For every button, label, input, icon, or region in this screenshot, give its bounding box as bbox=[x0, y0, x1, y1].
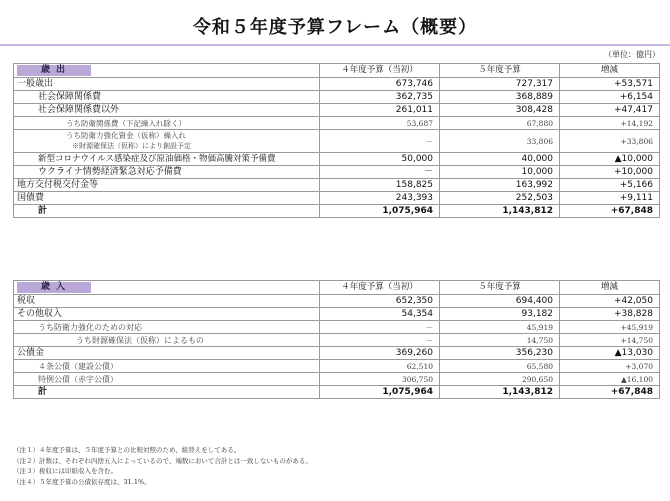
row-label: 社会保障関係費以外 bbox=[14, 104, 320, 117]
col-change: 増減 bbox=[560, 281, 660, 295]
change-value: ▲10,000 bbox=[560, 153, 660, 166]
change-value: ▲16,100 bbox=[560, 373, 660, 386]
revenue-tag-cell bbox=[14, 281, 320, 295]
change-value: +3,070 bbox=[560, 360, 660, 373]
page-title: 令和５年度予算フレーム（概要） bbox=[192, 17, 478, 38]
table-row bbox=[14, 117, 660, 130]
col-fy4-budget: ４年度予算（当初） bbox=[320, 64, 440, 78]
col-change: 増減 bbox=[560, 64, 660, 78]
fy4-value: － bbox=[320, 166, 440, 179]
fy5-value: 33,806 bbox=[440, 130, 560, 153]
row-label-main: うち防衛力強化資金（仮称）繰入れ bbox=[66, 131, 186, 140]
fy5-value: 10,000 bbox=[440, 166, 560, 179]
fy4-value: 54,354 bbox=[320, 308, 440, 321]
revenue-tag: 歳入 bbox=[17, 282, 91, 293]
fy4-value: 158,825 bbox=[320, 179, 440, 192]
fy4-total: 1,075,964 bbox=[320, 205, 440, 218]
footnotes bbox=[13, 445, 312, 487]
total-row bbox=[14, 205, 660, 218]
fy4-value: 62,510 bbox=[320, 360, 440, 373]
fy5-value: 65,580 bbox=[440, 360, 560, 373]
col-fy5-budget: ５年度予算 bbox=[440, 281, 560, 295]
footnote: （注４）５年度予算の公債依存度は、31.1%。 bbox=[13, 477, 151, 486]
footnote: （注１）４年度予算は、５年度予算との比較対照のため、組替えをしてある。 bbox=[13, 446, 241, 454]
expenditure-header-row bbox=[14, 64, 660, 78]
change-value: +14,750 bbox=[560, 334, 660, 347]
table-row bbox=[14, 91, 660, 104]
fy5-value: 727,317 bbox=[440, 78, 560, 91]
fy4-value: 362,735 bbox=[320, 91, 440, 104]
change-value: +5,166 bbox=[560, 179, 660, 192]
expenditure-tag-cell bbox=[14, 64, 320, 78]
revenue-header-row bbox=[14, 281, 660, 295]
row-label bbox=[14, 130, 320, 153]
fy5-value: 356,230 bbox=[440, 347, 560, 360]
fy5-value: 368,889 bbox=[440, 91, 560, 104]
fy4-value: － bbox=[320, 321, 440, 334]
table-row bbox=[14, 373, 660, 386]
total-row bbox=[14, 386, 660, 399]
unit-label: （単位：億円） bbox=[604, 50, 660, 59]
fy4-value: 673,746 bbox=[320, 78, 440, 91]
change-value: +47,417 bbox=[560, 104, 660, 117]
table-row bbox=[14, 334, 660, 347]
fy4-total: 1,075,964 bbox=[320, 386, 440, 399]
change-total: +67,848 bbox=[560, 205, 660, 218]
table-row bbox=[14, 104, 660, 117]
table-row bbox=[14, 166, 660, 179]
fy4-value: － bbox=[320, 130, 440, 153]
row-label: ウクライナ情勢経済緊急対応予備費 bbox=[14, 166, 320, 179]
change-value: +10,000 bbox=[560, 166, 660, 179]
fy4-value: 306,750 bbox=[320, 373, 440, 386]
footnote: （注２）計数は、それぞれ四捨五入によっているので、端数において合計とは一致しないものがある。 bbox=[13, 456, 312, 465]
fy4-value: 53,687 bbox=[320, 117, 440, 130]
fy5-value: 14,750 bbox=[440, 334, 560, 347]
table-row bbox=[14, 347, 660, 360]
change-value: +53,571 bbox=[560, 78, 660, 91]
row-label: 社会保障関係費 bbox=[14, 91, 320, 104]
fy5-total: 1,143,812 bbox=[440, 205, 560, 218]
row-label: ４条公債（建設公債） bbox=[14, 360, 320, 373]
total-label: 計 bbox=[14, 386, 320, 399]
fy5-value: 290,650 bbox=[440, 373, 560, 386]
fy4-value: 50,000 bbox=[320, 153, 440, 166]
revenue-table bbox=[13, 280, 660, 399]
change-value: +42,050 bbox=[560, 295, 660, 308]
fy5-value: 308,428 bbox=[440, 104, 560, 117]
change-total: +67,848 bbox=[560, 386, 660, 399]
row-label: 公債金 bbox=[14, 347, 320, 360]
fy5-value: 45,919 bbox=[440, 321, 560, 334]
fy4-value: 369,260 bbox=[320, 347, 440, 360]
title-underline bbox=[0, 44, 670, 46]
row-label: 地方交付税交付金等 bbox=[14, 179, 320, 192]
fy5-value: 40,000 bbox=[440, 153, 560, 166]
change-value: +45,919 bbox=[560, 321, 660, 334]
expenditure-tag: 歳出 bbox=[17, 65, 91, 76]
change-value: +14,192 bbox=[560, 117, 660, 130]
change-value: +33,806 bbox=[560, 130, 660, 153]
table-row bbox=[14, 192, 660, 205]
table-row bbox=[14, 153, 660, 166]
fy4-value: 652,350 bbox=[320, 295, 440, 308]
change-value: +9,111 bbox=[560, 192, 660, 205]
fy5-value: 252,503 bbox=[440, 192, 560, 205]
row-label: 新型コロナウイルス感染症及び原油価格・物価高騰対策予備費 bbox=[14, 153, 320, 166]
change-value: +38,828 bbox=[560, 308, 660, 321]
fy5-value: 93,182 bbox=[440, 308, 560, 321]
row-label: うち防衛関係費（下記繰入れ除く） bbox=[14, 117, 320, 130]
fy5-value: 163,992 bbox=[440, 179, 560, 192]
row-label: 一般歳出 bbox=[14, 78, 320, 91]
row-label: その他収入 bbox=[14, 308, 320, 321]
row-label: うち防衛力強化のための対応 bbox=[14, 321, 320, 334]
fy4-value: 243,393 bbox=[320, 192, 440, 205]
fy4-value: － bbox=[320, 334, 440, 347]
table-row bbox=[14, 78, 660, 91]
table-row bbox=[14, 308, 660, 321]
table-row bbox=[14, 179, 660, 192]
fy5-total: 1,143,812 bbox=[440, 386, 560, 399]
row-label-note: ※財源確保法（仮称）により創設予定 bbox=[72, 142, 191, 150]
total-label: 計 bbox=[14, 205, 320, 218]
row-label: 国債費 bbox=[14, 192, 320, 205]
fy5-value: 694,400 bbox=[440, 295, 560, 308]
fy4-value: 261,011 bbox=[320, 104, 440, 117]
col-fy5-budget: ５年度予算 bbox=[440, 64, 560, 78]
table-row bbox=[14, 295, 660, 308]
fy5-value: 67,880 bbox=[440, 117, 560, 130]
expenditure-table bbox=[13, 63, 660, 218]
change-value: +6,154 bbox=[560, 91, 660, 104]
change-value: ▲13,030 bbox=[560, 347, 660, 360]
table-row bbox=[14, 321, 660, 334]
table-row bbox=[14, 360, 660, 373]
footnote: （注３）税収には印紙収入を含む。 bbox=[13, 467, 117, 475]
row-label: 特例公債（赤字公債） bbox=[14, 373, 320, 386]
row-label: うち財源確保法（仮称）によるもの bbox=[14, 334, 320, 347]
row-label: 税収 bbox=[14, 295, 320, 308]
table-row bbox=[14, 130, 660, 153]
col-fy4-budget: ４年度予算（当初） bbox=[320, 281, 440, 295]
